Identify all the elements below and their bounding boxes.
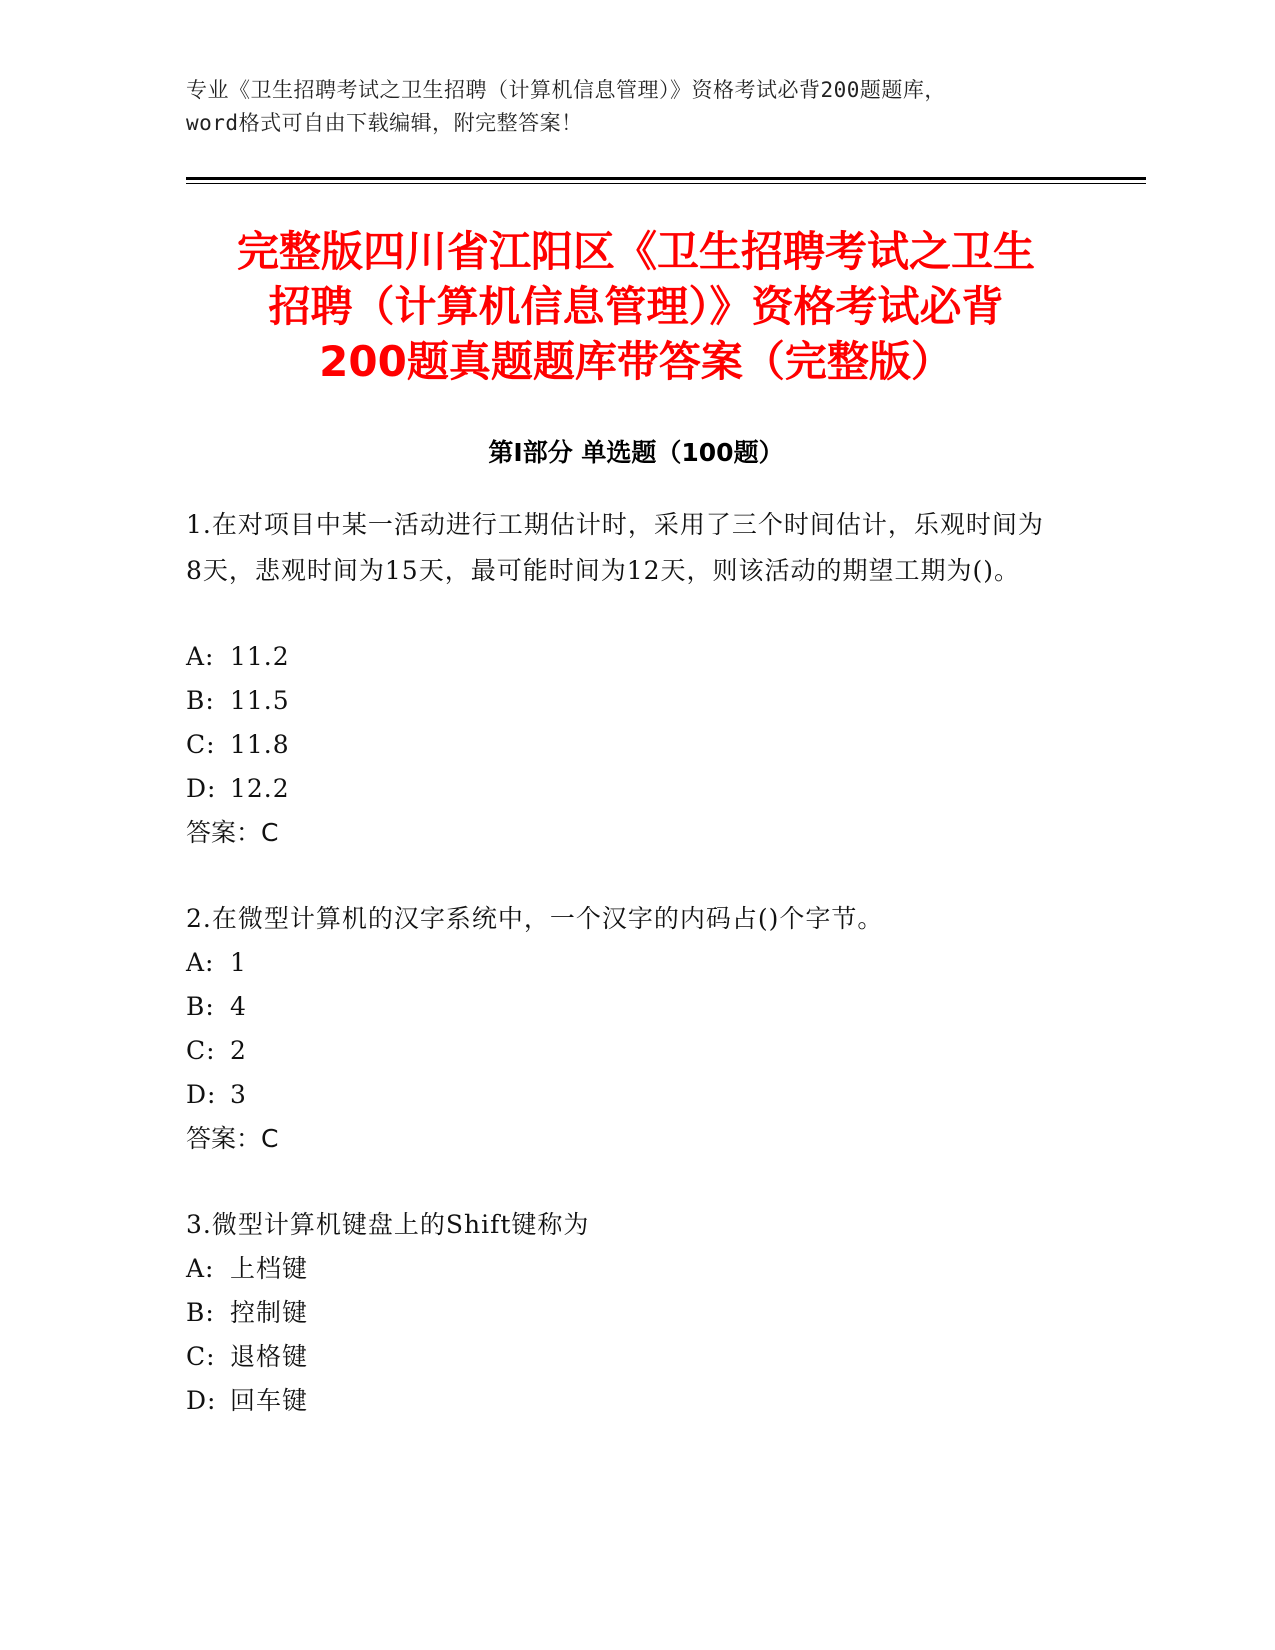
option-label: D: (186, 1080, 217, 1109)
option-label: A: (186, 1254, 215, 1283)
header-note (186, 74, 1086, 140)
option-text: 4 (230, 992, 247, 1021)
option-label: C: (186, 1036, 216, 1065)
option-item (186, 722, 986, 768)
option-text: 11.8 (230, 730, 290, 759)
title-line: 完整版四川省江阳区《卫生招聘考试之卫生 (236, 227, 1035, 276)
answer-text: 答案：C (186, 818, 279, 847)
option-item (186, 1378, 986, 1424)
option-item (186, 1334, 986, 1380)
option-label: C: (186, 730, 216, 759)
section-title: 第Ⅰ部分 单选题（100题） (488, 438, 784, 467)
header-rule-thin (186, 183, 1146, 184)
option-text: 11.2 (230, 642, 290, 671)
option-item (186, 1072, 986, 1118)
document-title (186, 224, 1086, 389)
question-text: 3.微型计算机键盘上的Shift键称为 (186, 1210, 590, 1239)
option-text: 11.5 (230, 686, 290, 715)
option-text: 1 (230, 948, 247, 977)
option-item (186, 1028, 986, 1074)
option-label: D: (186, 774, 217, 803)
option-label: C: (186, 1342, 216, 1371)
option-text: 控制键 (230, 1298, 309, 1327)
option-item (186, 940, 986, 986)
header-note-line: word格式可自由下载编辑，附完整答案！ (186, 111, 583, 135)
option-item (186, 766, 986, 812)
option-label: B: (186, 686, 215, 715)
option-item (186, 1290, 986, 1336)
option-text: 3 (230, 1080, 247, 1109)
option-text: 2 (230, 1036, 247, 1065)
option-label: A: (186, 948, 215, 977)
option-text: 12.2 (230, 774, 290, 803)
header-note-line: 专业《卫生招聘考试之卫生招聘（计算机信息管理）》资格考试必背200题题库， (186, 78, 946, 102)
option-label: B: (186, 1298, 215, 1327)
option-text: 退格键 (230, 1342, 309, 1371)
option-text: 回车键 (230, 1386, 309, 1415)
option-item (186, 984, 986, 1030)
question-text: 2.在微型计算机的汉字系统中，一个汉字的内码占()个字节。 (186, 904, 884, 933)
option-label: B: (186, 992, 215, 1021)
option-item (186, 678, 986, 724)
option-label: D: (186, 1386, 217, 1415)
title-line: 200题真题题库带答案（完整版） (319, 337, 953, 386)
answer-text: 答案：C (186, 1124, 279, 1153)
option-text: 上档键 (230, 1254, 309, 1283)
option-item (186, 634, 986, 680)
title-line: 招聘（计算机信息管理）》资格考试必背 (268, 282, 1004, 331)
header-rule-thick (186, 177, 1146, 180)
question-text: 1.在对项目中某一活动进行工期估计时，采用了三个时间估计，乐观时间为8天，悲观时间为15天，最可能时间为12天，则该活动的期望工期为()。 (186, 510, 1044, 585)
option-item (186, 1246, 986, 1292)
option-label: A: (186, 642, 215, 671)
